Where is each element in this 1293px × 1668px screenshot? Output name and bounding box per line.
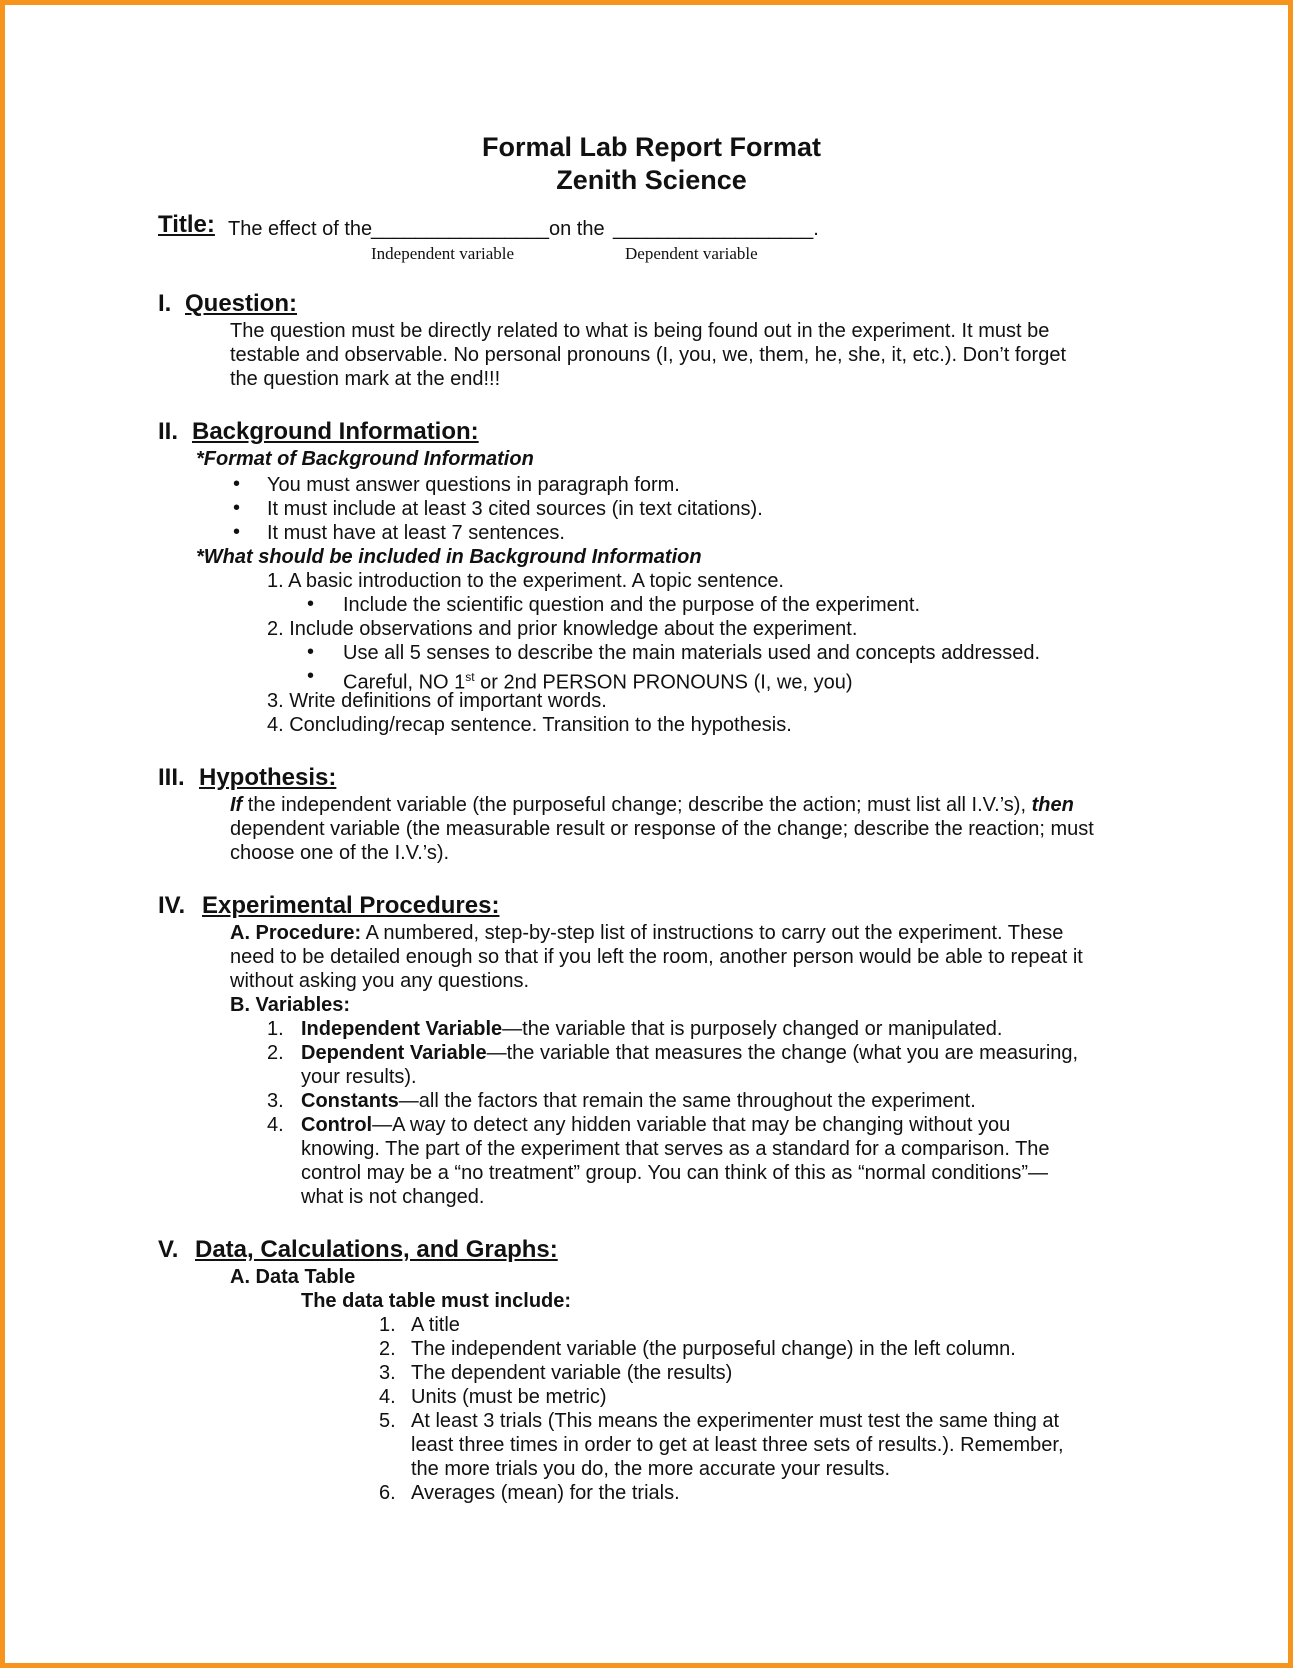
pronoun-text-pre: Careful, NO 1 xyxy=(343,671,466,694)
hypothesis-line-3: choose one of the I.V.’s). xyxy=(230,842,450,864)
data-table-label: A. Data Table xyxy=(230,1266,356,1288)
data-item-4: Units (must be metric) xyxy=(411,1386,607,1408)
document-subtitle: Zenith Science xyxy=(556,165,747,195)
variable-4-number: 4. xyxy=(267,1114,284,1136)
data-item-5-line-3: the more trials you do, the more accurate your results. xyxy=(411,1458,891,1480)
label-dependent-variable: Dependent variable xyxy=(625,244,758,263)
variable-2 xyxy=(301,1041,1078,1065)
variable-2-line-2: your results). xyxy=(301,1066,417,1088)
label-independent-variable: Independent variable xyxy=(371,244,515,263)
variables-label: B. Variables: xyxy=(230,994,351,1016)
variable-3-term: Constants xyxy=(301,1090,399,1112)
pronoun-text-post: or 2nd PERSON PRONOUNS (I, we, you) xyxy=(474,671,853,694)
background-format-bullet-1: You must answer questions in paragraph form. xyxy=(267,474,680,496)
procedure-line-3: without asking you any questions. xyxy=(230,970,530,992)
document-title: Formal Lab Report Format xyxy=(481,132,822,162)
question-line-3: the question mark at the end!!! xyxy=(230,368,501,390)
background-format-heading: *Format of Background Information xyxy=(196,448,534,470)
variable-4-line-3: control may be a “no treatment” group. You can think of this as “normal conditions”— xyxy=(301,1162,1049,1184)
variable-2-number: 2. xyxy=(267,1042,284,1064)
procedure-line-2: need to be detailed enough so that if you left the room, another person would be able to repeat it xyxy=(230,946,1083,968)
background-format-bullet-3: It must have at least 7 sentences. xyxy=(267,522,565,544)
background-item-3: 3. Write definitions of important words. xyxy=(267,690,607,712)
section-hypothesis-heading: Hypothesis: xyxy=(199,764,337,791)
data-item-3-number: 3. xyxy=(379,1362,396,1384)
section-question-heading: Question: xyxy=(185,290,297,317)
procedure-line-1-text: A numbered, step-by-step list of instructions to carry out the experiment. These xyxy=(361,922,1064,944)
variable-4-line-2: knowing. The part of the experiment that serves as a standard for a comparison. The xyxy=(301,1138,1050,1160)
background-format-bullet-2: It must include at least 3 cited sources (in text citations). xyxy=(267,498,763,520)
data-item-5: At least 3 trials (This means the experimenter must test the same thing at xyxy=(411,1410,1060,1432)
background-item-2: 2. Include observations and prior knowledge about the experiment. xyxy=(267,618,858,640)
variable-4 xyxy=(301,1113,1010,1137)
procedure-label: A. Procedure: xyxy=(230,922,362,944)
data-item-1-number: 1. xyxy=(379,1314,396,1336)
background-item-2-bullet-1: Use all 5 senses to describe the main materials used and concepts addressed. xyxy=(343,642,1041,664)
section-hypothesis-numeral: III. xyxy=(158,764,185,791)
title-blank-1: ________________ xyxy=(371,218,549,240)
section-data-numeral: V. xyxy=(158,1236,179,1263)
hypothesis-line-1 xyxy=(230,793,1074,817)
data-item-1: A title xyxy=(411,1314,460,1336)
data-item-3: The dependent variable (the results) xyxy=(411,1362,733,1384)
data-item-2: The independent variable (the purposeful change) in the left column. xyxy=(411,1338,1016,1360)
variable-1 xyxy=(301,1017,1002,1041)
question-line-1: The question must be directly related to what is being found out in the experiment. It must be xyxy=(230,320,1050,342)
section-procedures-numeral: IV. xyxy=(158,892,186,919)
section-background-numeral: II. xyxy=(158,418,179,445)
section-question-numeral: I. xyxy=(158,290,172,317)
variable-1-term: Independent Variable xyxy=(301,1018,503,1040)
section-procedures-heading: Experimental Procedures: xyxy=(202,892,500,919)
bullet-dot: • xyxy=(307,593,315,615)
variable-2-term: Dependent Variable xyxy=(301,1042,487,1064)
variable-1-number: 1. xyxy=(267,1018,284,1040)
background-item-4: 4. Concluding/recap sentence. Transition to the hypothesis. xyxy=(267,714,792,736)
data-item-5-number: 5. xyxy=(379,1410,396,1432)
data-table-must-include: The data table must include: xyxy=(301,1290,572,1312)
title-text-2: on the xyxy=(549,218,605,240)
variable-2-text: —the variable that measures the change (what you are measuring, xyxy=(486,1042,1079,1064)
bullet-dot: • xyxy=(307,641,315,663)
question-line-2: testable and observable. No personal pronouns (I, you, we, them, he, she, it, etc.). Don’t forget xyxy=(230,344,1067,366)
section-background-heading: Background Information: xyxy=(192,418,479,445)
section-data-heading: Data, Calculations, and Graphs: xyxy=(195,1236,558,1263)
variable-3 xyxy=(301,1089,976,1113)
background-item-1: 1. A basic introduction to the experiment. A topic sentence. xyxy=(267,570,784,592)
variable-3-text: —all the factors that remain the same throughout the experiment. xyxy=(398,1090,976,1112)
hypothesis-if-word: If xyxy=(230,794,243,816)
data-item-6-number: 6. xyxy=(379,1482,396,1504)
title-text-1: The effect of the xyxy=(228,218,373,240)
background-item-1-bullet: Include the scientific question and the purpose of the experiment. xyxy=(343,594,921,616)
bullet-dot: • xyxy=(233,473,241,495)
variable-4-line-4: what is not changed. xyxy=(301,1186,485,1208)
data-item-6: Averages (mean) for the trials. xyxy=(411,1482,680,1504)
variable-1-text: —the variable that is purposely changed or manipulated. xyxy=(502,1018,1003,1040)
title-label: Title: xyxy=(158,211,215,238)
variable-4-term: Control xyxy=(301,1114,373,1136)
data-item-5-line-2: least three times in order to get at least three sets of results.). Remember, xyxy=(411,1434,1064,1456)
data-item-2-number: 2. xyxy=(379,1338,396,1360)
data-item-4-number: 4. xyxy=(379,1386,396,1408)
background-included-heading: *What should be included in Background Information xyxy=(196,546,702,568)
variable-3-number: 3. xyxy=(267,1090,284,1112)
pronoun-superscript: st xyxy=(465,670,475,684)
hypothesis-line-2: dependent variable (the measurable result or response of the change; describe the reaction; must xyxy=(230,818,1094,840)
bullet-dot: • xyxy=(307,665,315,687)
hypothesis-then-word: then xyxy=(1031,794,1074,816)
hypothesis-line-1-text: the independent variable (the purposeful change; describe the action; must list all I.V.’s), xyxy=(242,794,1032,816)
procedure-line-1 xyxy=(230,921,1063,945)
title-blank-2: __________________. xyxy=(613,218,819,240)
bullet-dot: • xyxy=(233,521,241,543)
variable-4-text: —A way to detect any hidden variable that may be changing without you xyxy=(372,1114,1011,1136)
bullet-dot: • xyxy=(233,497,241,519)
